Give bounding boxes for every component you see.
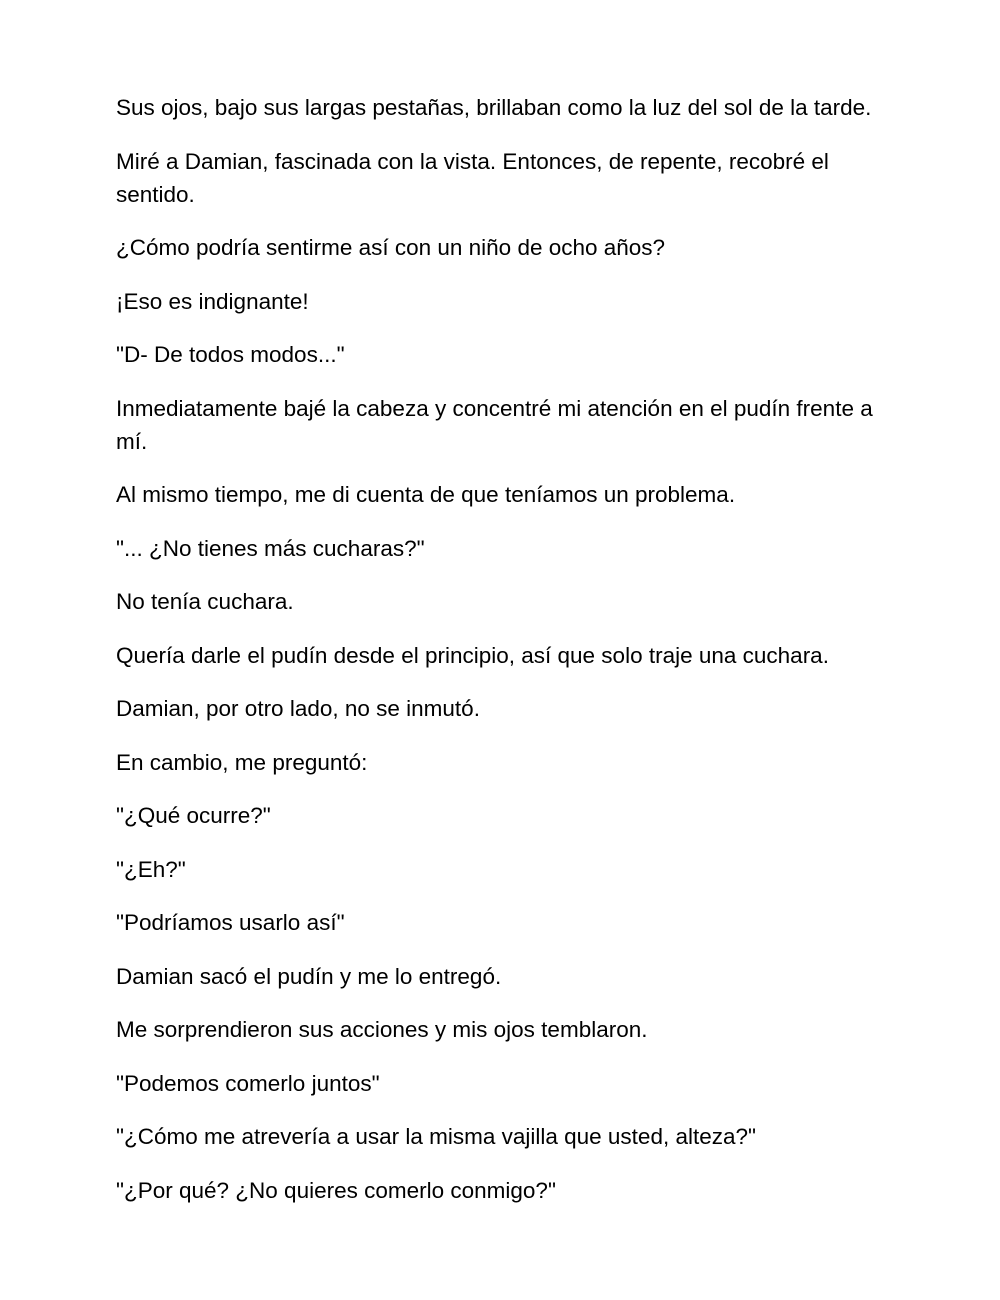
- paragraph: "D- De todos modos...": [116, 342, 345, 367]
- paragraph: ¡Eso es indignante!: [116, 288, 309, 314]
- paragraph: Damian sacó el pudín y me lo entregó.: [116, 963, 502, 989]
- paragraph: Sus ojos, bajo sus largas pestañas, brillaban como la luz del sol de la tarde.: [116, 95, 872, 120]
- paragraph: Damian, por otro lado, no se inmutó.: [116, 696, 480, 721]
- paragraph: "¿Qué ocurre?": [116, 803, 271, 828]
- paragraph: Inmediatamente bajé la cabeza y concentré mi atención en el pudín frente a mí.: [116, 395, 873, 454]
- paragraph: "¿Eh?": [116, 856, 186, 882]
- paragraph: "Podríamos usarlo así": [116, 910, 345, 935]
- paragraph: "¿Cómo me atrevería a usar la misma vajilla que usted, alteza?": [116, 1124, 756, 1149]
- paragraph: "¿Por qué? ¿No quieres comerlo conmigo?": [116, 1177, 556, 1203]
- paragraph: Al mismo tiempo, me di cuenta de que teníamos un problema.: [116, 482, 736, 507]
- paragraph: En cambio, me preguntó:: [116, 749, 368, 775]
- paragraph: ¿Cómo podría sentirme así con un niño de ocho años?: [116, 235, 666, 260]
- paragraph: Quería darle el pudín desde el principio, así que solo traje una cuchara.: [116, 642, 829, 668]
- paragraph: Me sorprendieron sus acciones y mis ojos temblaron.: [116, 1017, 648, 1042]
- paragraph: "Podemos comerlo juntos": [116, 1070, 380, 1096]
- paragraph: Miré a Damian, fascinada con la vista. Entonces, de repente, recobré el sentido.: [116, 148, 829, 207]
- document-body: [116, 91, 896, 1227]
- paragraph: "... ¿No tienes más cucharas?": [116, 535, 425, 561]
- paragraph: No tenía cuchara.: [116, 589, 294, 614]
